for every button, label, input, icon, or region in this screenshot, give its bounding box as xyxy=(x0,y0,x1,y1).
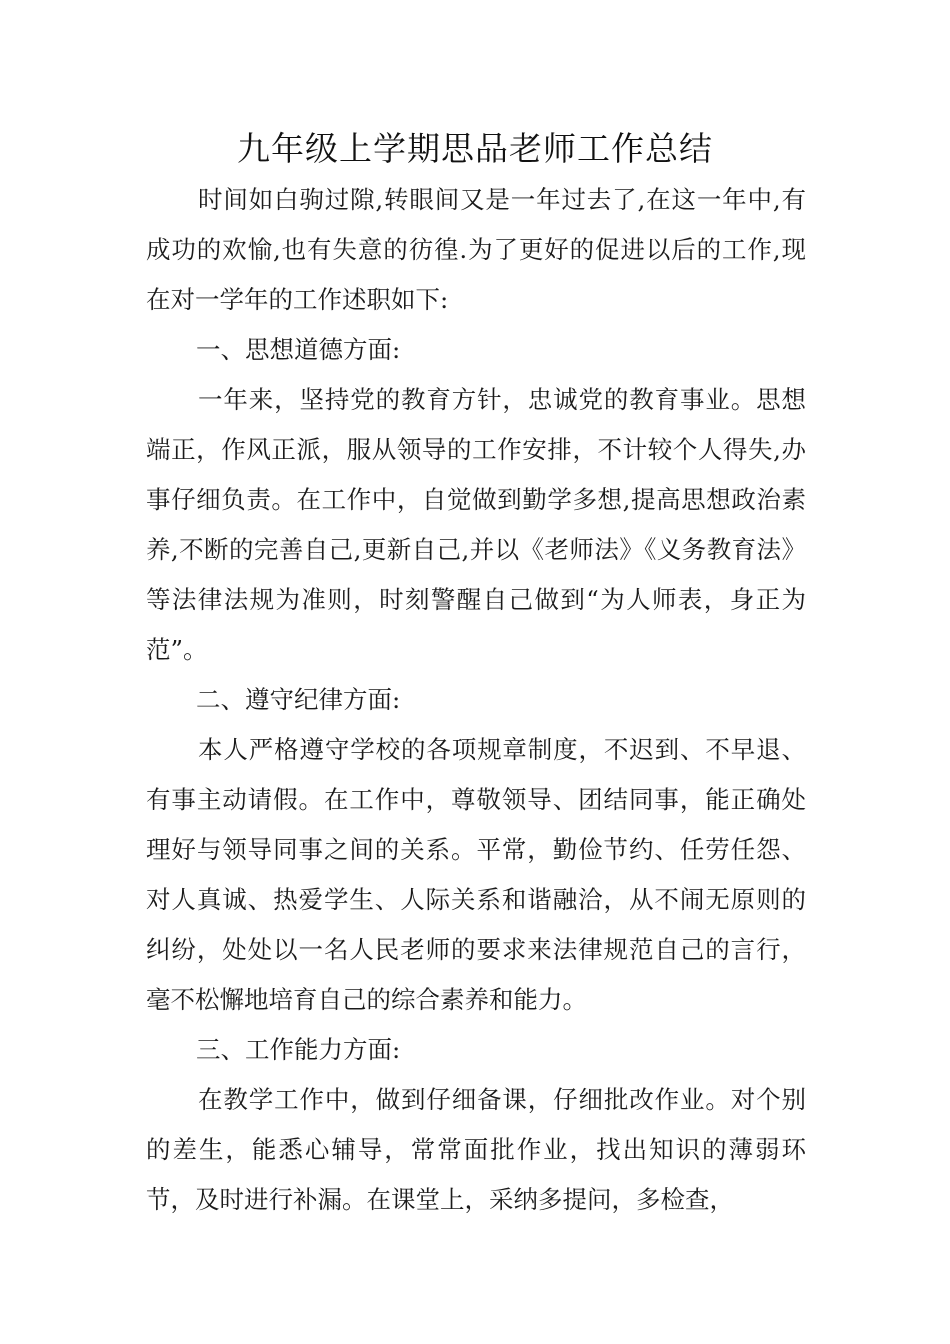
document-body xyxy=(146,175,806,1225)
section-heading-1: 一、思想道德方面: xyxy=(196,335,401,364)
intro-paragraph: 时间如白驹过隙,转眼间又是一年过去了,在这一年中,有成功的欢愉,也有失意的彷徨.为了更好的促进以后的工作,现在对一学年的工作述职如下: xyxy=(146,185,806,314)
section-paragraph-3: 在教学工作中，做到仔细备课，仔细批改作业。对个别的差生，能悉心辅导，常常面批作业，找出知识的薄弱环节，及时进行补漏。在课堂上，采纳多提问，多检查， xyxy=(146,1085,806,1214)
document-title: 九年级上学期思品老师工作总结 xyxy=(237,129,713,168)
section-paragraph-2: 本人严格遵守学校的各项规章制度，不迟到、不早退、有事主动请假。在工作中，尊敬领导、团结同事，能正确处理好与领导同事之间的关系。平常，勤俭节约、任劳任怨、对人真诚、热爱学生、人际关系和谐融洽，从不闹无原则的纠纷，处处以一名人民老师的要求来法律规范自己的言行，毫不松懈地培育自己的综合素养和能力。 xyxy=(146,735,806,1014)
section-paragraph-1: 一年来，坚持党的教育方针，忠诚党的教育事业。思想端正，作风正派，服从领导的工作安排，不计较个人得失,办事仔细负责。在工作中，自觉做到勤学多想,提高思想政治素养,不断的完善自己,更新自己,并以《老师法》《义务教育法》等法律法规为准则，时刻警醒自己做到“为人师表，身正为范”。 xyxy=(146,385,806,664)
section-heading-2: 二、遵守纪律方面: xyxy=(196,685,401,714)
section-heading-3: 三、工作能力方面: xyxy=(196,1035,401,1064)
